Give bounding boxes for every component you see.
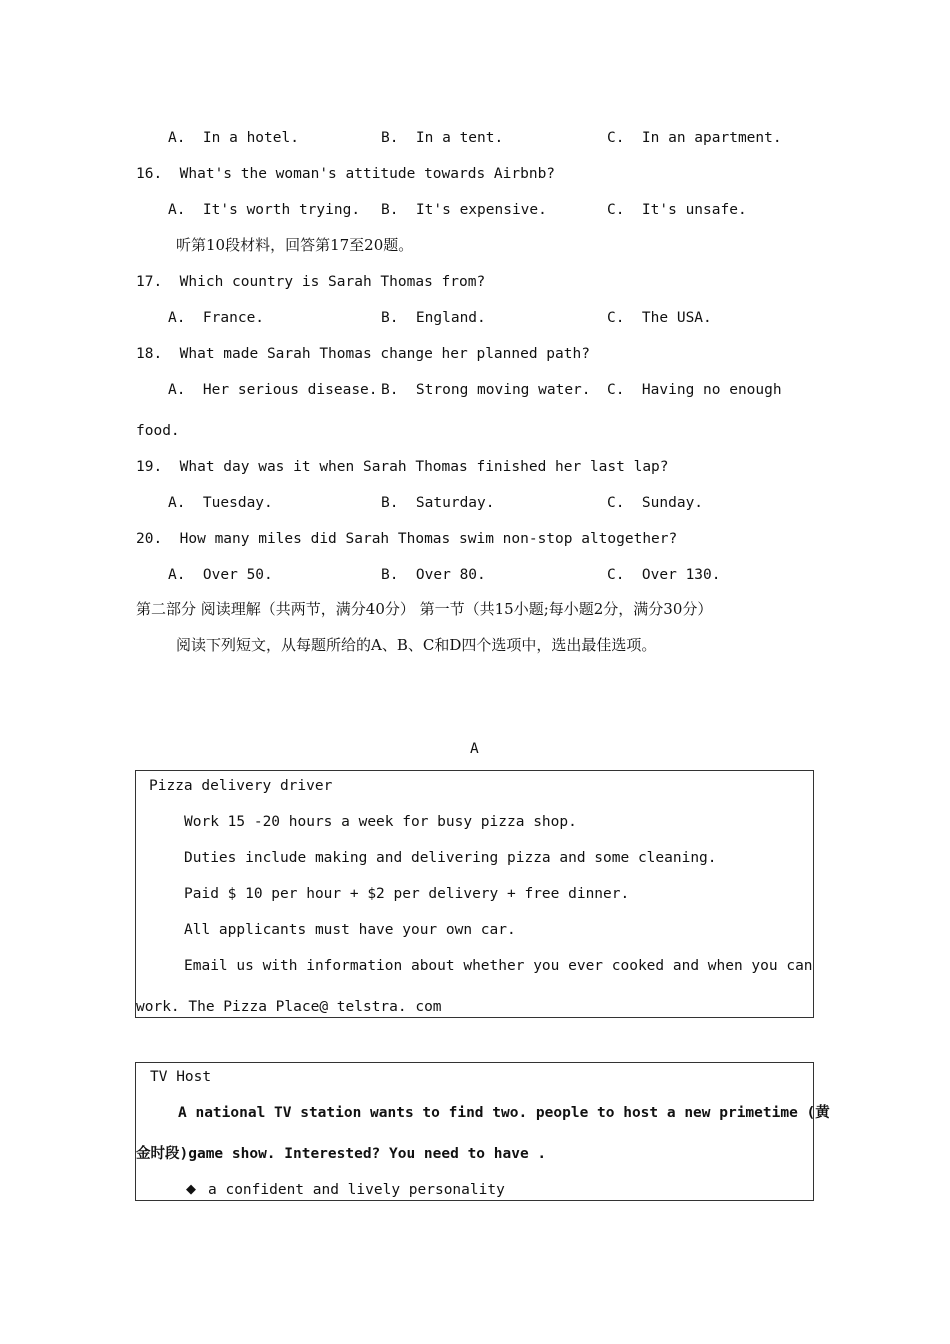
q18-option-c-continued: food. [136, 423, 180, 439]
passage-label: A [470, 741, 479, 757]
q19-option-b: B. Saturday. [381, 495, 495, 511]
q20-option-c: C. Over 130. [607, 567, 721, 583]
q17-stem: 17. Which country is Sarah Thomas from? [136, 274, 486, 290]
q18-option-c: C. Having no enough [607, 382, 782, 398]
section-10-instruction: 听第10段材料，回答第17至20题。 [176, 236, 414, 254]
q15-option-b: B. In a tent. [381, 130, 504, 146]
part2-heading: 第二部分 阅读理解（共两节，满分40分） 第一节（共15小题;每小题2分，满分30分） [136, 600, 713, 618]
tv-host-ad-title: TV Host [150, 1069, 212, 1085]
q18-stem: 18. What made Sarah Thomas change her planned path? [136, 346, 590, 362]
pizza-ad-line-5-continued: work. The Pizza Place@ telstra. com [136, 999, 442, 1015]
q19-option-c: C. Sunday. [607, 495, 704, 511]
diamond-bullet-icon: ◆ [186, 1182, 196, 1197]
pizza-ad-line-1: Work 15 -20 hours a week for busy pizza shop. [184, 814, 577, 830]
q15-option-a: A. In a hotel. [168, 130, 299, 146]
q18-option-b: B. Strong moving water. [381, 382, 591, 398]
q18-option-a: A. Her serious disease. [168, 382, 378, 398]
q16-option-a: A. It's worth trying. [168, 202, 361, 218]
q15-option-c: C. In an apartment. [607, 130, 782, 146]
part2-instruction: 阅读下列短文，从每题所给的A、B、C和D四个选项中，选出最佳选项。 [176, 636, 657, 654]
pizza-ad-line-4: All applicants must have your own car. [184, 922, 516, 938]
q19-stem: 19. What day was it when Sarah Thomas finished her last lap? [136, 459, 669, 475]
q16-option-b: B. It's expensive. [381, 202, 547, 218]
tv-host-ad-box [135, 1062, 830, 1201]
tv-host-ad-bullet-1: a confident and lively personality [208, 1182, 505, 1198]
q16-stem: 16. What's the woman's attitude towards Airbnb? [136, 166, 556, 182]
q17-option-a: A. France. [168, 310, 265, 326]
pizza-ad-line-3: Paid $ 10 per hour + $2 per delivery + free dinner. [184, 886, 630, 902]
tv-host-ad-line-2: 金时段)game show. Interested? You need to have . [136, 1146, 547, 1162]
q20-option-b: B. Over 80. [381, 567, 486, 583]
pizza-ad-line-2: Duties include making and delivering pizza and some cleaning. [184, 850, 717, 866]
pizza-ad-box [135, 770, 814, 1018]
q20-option-a: A. Over 50. [168, 567, 273, 583]
q16-option-c: C. It's unsafe. [607, 202, 747, 218]
pizza-ad-title: Pizza delivery driver [149, 778, 333, 794]
q17-option-b: B. England. [381, 310, 486, 326]
q19-option-a: A. Tuesday. [168, 495, 273, 511]
q20-stem: 20. How many miles did Sarah Thomas swim non-stop altogether? [136, 531, 678, 547]
q17-option-c: C. The USA. [607, 310, 712, 326]
tv-host-ad-line-1: A national TV station wants to find two. people to host a new primetime (黄 [178, 1105, 830, 1121]
pizza-ad-line-5: Email us with information about whether you ever cooked and when you can [184, 958, 813, 974]
